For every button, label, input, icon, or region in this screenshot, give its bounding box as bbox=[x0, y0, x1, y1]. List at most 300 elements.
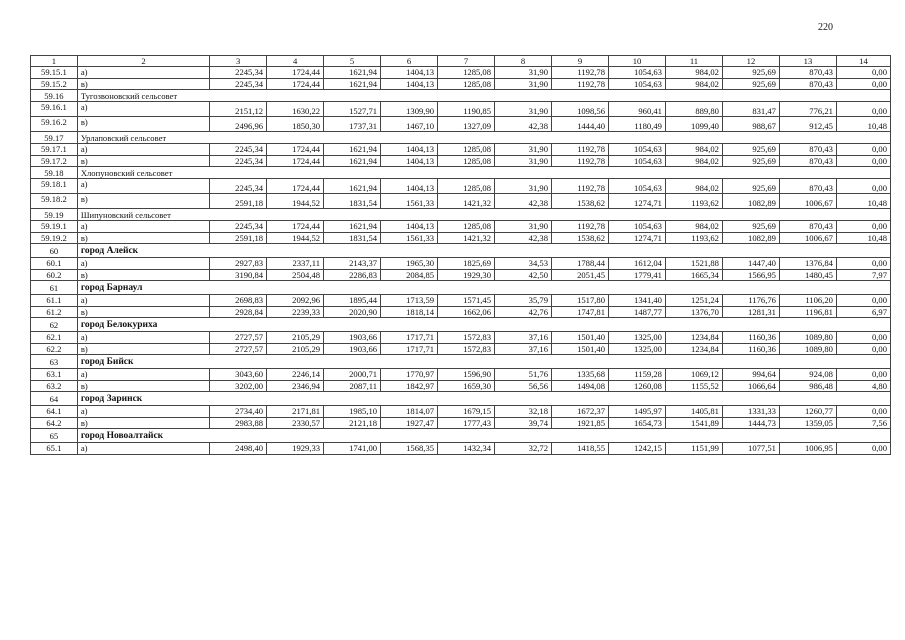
row-code: 65 bbox=[31, 429, 78, 443]
row-code: 59.15.1 bbox=[31, 67, 78, 79]
table-cell: 1155,52 bbox=[665, 380, 722, 392]
table-cell: 0,00 bbox=[836, 343, 890, 355]
table-cell: 2698,83 bbox=[210, 295, 267, 307]
column-number-header: 3 bbox=[210, 56, 267, 67]
table-cell: 1659,30 bbox=[438, 380, 495, 392]
table-cell: 1818,14 bbox=[381, 306, 438, 318]
table-cell: 31,90 bbox=[495, 144, 552, 156]
table-cell: 1099,40 bbox=[665, 117, 722, 132]
table-cell: 1621,94 bbox=[324, 78, 381, 90]
column-number-header: 5 bbox=[324, 56, 381, 67]
row-code: 59.16.2 bbox=[31, 117, 78, 132]
table-cell: 1309,90 bbox=[381, 102, 438, 117]
table-cell: 1665,34 bbox=[665, 269, 722, 281]
table-cell: 1495,97 bbox=[609, 406, 666, 418]
table-cell: 1538,62 bbox=[552, 194, 609, 209]
row-code: 59.19.1 bbox=[31, 221, 78, 233]
table-cell: 2727,57 bbox=[210, 343, 267, 355]
table-cell: 1487,77 bbox=[609, 306, 666, 318]
table-cell: 2121,18 bbox=[324, 417, 381, 429]
table-row bbox=[31, 443, 891, 455]
table-cell: 1404,13 bbox=[381, 144, 438, 156]
table-cell: 1082,89 bbox=[722, 194, 779, 209]
table-cell: 1501,40 bbox=[552, 332, 609, 344]
table-cell: 1190,85 bbox=[438, 102, 495, 117]
table-cell: 1192,78 bbox=[552, 67, 609, 79]
table-cell: 1788,44 bbox=[552, 258, 609, 270]
table-cell: 1341,40 bbox=[609, 295, 666, 307]
table-cell: 0,00 bbox=[836, 155, 890, 167]
table-cell: 1850,30 bbox=[267, 117, 324, 132]
table-cell: 2092,96 bbox=[267, 295, 324, 307]
table-cell: 1376,84 bbox=[779, 258, 836, 270]
table-cell: 2087,11 bbox=[324, 380, 381, 392]
table-cell: 0,00 bbox=[836, 221, 890, 233]
table-cell: 1421,32 bbox=[438, 194, 495, 209]
table-cell: 1621,94 bbox=[324, 179, 381, 194]
city-name: город Новоалтайск bbox=[77, 429, 890, 443]
table-cell: 1654,73 bbox=[609, 417, 666, 429]
table-cell: 984,02 bbox=[665, 221, 722, 233]
row-code: 62.2 bbox=[31, 343, 78, 355]
table-cell: 1285,08 bbox=[438, 78, 495, 90]
table-cell: 1538,62 bbox=[552, 232, 609, 244]
table-cell: 6,97 bbox=[836, 306, 890, 318]
table-cell: 1098,56 bbox=[552, 102, 609, 117]
row-subtype: в) bbox=[77, 417, 209, 429]
table-cell: 37,16 bbox=[495, 332, 552, 344]
column-number-header: 10 bbox=[609, 56, 666, 67]
row-code: 63.1 bbox=[31, 369, 78, 381]
table-cell: 31,90 bbox=[495, 102, 552, 117]
table-row bbox=[31, 194, 891, 209]
table-cell: 1054,63 bbox=[609, 155, 666, 167]
table-cell: 1737,31 bbox=[324, 117, 381, 132]
table-cell: 2245,34 bbox=[210, 67, 267, 79]
row-code: 59.18.2 bbox=[31, 194, 78, 209]
table-cell: 2983,88 bbox=[210, 417, 267, 429]
row-subtype: а) bbox=[77, 295, 209, 307]
city-heading-row bbox=[31, 355, 891, 369]
table-cell: 10,48 bbox=[836, 117, 890, 132]
table-cell: 56,56 bbox=[495, 380, 552, 392]
table-cell: 1831,54 bbox=[324, 194, 381, 209]
table-row bbox=[31, 269, 891, 281]
table-cell: 1180,49 bbox=[609, 117, 666, 132]
table-cell: 2927,83 bbox=[210, 258, 267, 270]
column-number-header: 7 bbox=[438, 56, 495, 67]
table-cell: 1724,44 bbox=[267, 221, 324, 233]
table-row bbox=[31, 102, 891, 117]
table-cell: 994,64 bbox=[722, 369, 779, 381]
section-heading-row bbox=[31, 132, 891, 144]
table-cell: 1717,71 bbox=[381, 332, 438, 344]
table-row bbox=[31, 295, 891, 307]
city-heading-row bbox=[31, 392, 891, 406]
row-subtype: в) bbox=[77, 306, 209, 318]
table-cell: 1724,44 bbox=[267, 179, 324, 194]
table-cell: 0,00 bbox=[836, 443, 890, 455]
table-cell: 1054,63 bbox=[609, 221, 666, 233]
row-code: 64.1 bbox=[31, 406, 78, 418]
table-cell: 2245,34 bbox=[210, 155, 267, 167]
table-cell: 1404,13 bbox=[381, 155, 438, 167]
table-cell: 1724,44 bbox=[267, 78, 324, 90]
table-cell: 1630,22 bbox=[267, 102, 324, 117]
city-name: город Заринск bbox=[77, 392, 890, 406]
table-cell: 1621,94 bbox=[324, 155, 381, 167]
settlement-name: Шипуновский сельсовет bbox=[77, 209, 890, 221]
table-cell: 1404,13 bbox=[381, 78, 438, 90]
table-cell: 2105,29 bbox=[267, 332, 324, 344]
table-cell: 1621,94 bbox=[324, 144, 381, 156]
city-name: город Бийск bbox=[77, 355, 890, 369]
row-code: 64.2 bbox=[31, 417, 78, 429]
table-cell: 7,56 bbox=[836, 417, 890, 429]
row-code: 61.2 bbox=[31, 306, 78, 318]
table-cell: 1260,08 bbox=[609, 380, 666, 392]
table-cell: 986,48 bbox=[779, 380, 836, 392]
table-cell: 1517,80 bbox=[552, 295, 609, 307]
table-cell: 1089,80 bbox=[779, 332, 836, 344]
table-cell: 10,48 bbox=[836, 232, 890, 244]
row-code: 65.1 bbox=[31, 443, 78, 455]
table-cell: 1006,67 bbox=[779, 232, 836, 244]
row-subtype: в) bbox=[77, 343, 209, 355]
row-code: 60 bbox=[31, 244, 78, 258]
table-cell: 0,00 bbox=[836, 369, 890, 381]
table-cell: 0,00 bbox=[836, 179, 890, 194]
table-cell: 1160,36 bbox=[722, 343, 779, 355]
table-cell: 1814,07 bbox=[381, 406, 438, 418]
table-cell: 776,21 bbox=[779, 102, 836, 117]
table-cell: 1404,13 bbox=[381, 221, 438, 233]
table-cell: 1151,99 bbox=[665, 443, 722, 455]
table-cell: 1006,67 bbox=[779, 194, 836, 209]
table-cell: 1054,63 bbox=[609, 67, 666, 79]
row-subtype: в) bbox=[77, 232, 209, 244]
table-cell: 1054,63 bbox=[609, 144, 666, 156]
table-cell: 2000,71 bbox=[324, 369, 381, 381]
table-cell: 1679,15 bbox=[438, 406, 495, 418]
table-cell: 0,00 bbox=[836, 258, 890, 270]
column-number-header: 8 bbox=[495, 56, 552, 67]
row-subtype: а) bbox=[77, 258, 209, 270]
table-cell: 31,90 bbox=[495, 155, 552, 167]
table-cell: 1192,78 bbox=[552, 179, 609, 194]
table-cell: 1082,89 bbox=[722, 232, 779, 244]
table-cell: 1566,95 bbox=[722, 269, 779, 281]
table-cell: 1621,94 bbox=[324, 221, 381, 233]
table-cell: 870,43 bbox=[779, 78, 836, 90]
row-subtype: а) bbox=[77, 67, 209, 79]
table-cell: 1831,54 bbox=[324, 232, 381, 244]
table-cell: 1418,55 bbox=[552, 443, 609, 455]
table-cell: 1376,70 bbox=[665, 306, 722, 318]
table-cell: 984,02 bbox=[665, 78, 722, 90]
table-cell: 1077,51 bbox=[722, 443, 779, 455]
table-cell: 1066,64 bbox=[722, 380, 779, 392]
table-cell: 1444,40 bbox=[552, 117, 609, 132]
column-number-header: 12 bbox=[722, 56, 779, 67]
table-row bbox=[31, 78, 891, 90]
settlement-name: Хлопуновский сельсовет bbox=[77, 167, 890, 179]
row-subtype: а) bbox=[77, 369, 209, 381]
table-cell: 1234,84 bbox=[665, 343, 722, 355]
section-heading-row bbox=[31, 209, 891, 221]
row-subtype: а) bbox=[77, 144, 209, 156]
table-cell: 2504,48 bbox=[267, 269, 324, 281]
table-cell: 1285,08 bbox=[438, 221, 495, 233]
table-cell: 1274,71 bbox=[609, 194, 666, 209]
table-cell: 1196,81 bbox=[779, 306, 836, 318]
table-cell: 7,97 bbox=[836, 269, 890, 281]
table-cell: 1612,04 bbox=[609, 258, 666, 270]
row-code: 62.1 bbox=[31, 332, 78, 344]
table-cell: 3043,60 bbox=[210, 369, 267, 381]
table-cell: 1467,10 bbox=[381, 117, 438, 132]
row-code: 59.16.1 bbox=[31, 102, 78, 117]
table-cell: 870,43 bbox=[779, 144, 836, 156]
table-cell: 925,69 bbox=[722, 78, 779, 90]
table-cell: 1327,09 bbox=[438, 117, 495, 132]
table-cell: 1405,81 bbox=[665, 406, 722, 418]
table-cell: 2245,34 bbox=[210, 179, 267, 194]
table-row bbox=[31, 232, 891, 244]
table-cell: 1192,78 bbox=[552, 144, 609, 156]
table-cell: 1480,45 bbox=[779, 269, 836, 281]
table-cell: 924,08 bbox=[779, 369, 836, 381]
table-cell: 51,76 bbox=[495, 369, 552, 381]
table-cell: 32,18 bbox=[495, 406, 552, 418]
table-cell: 2727,57 bbox=[210, 332, 267, 344]
column-number-header: 4 bbox=[267, 56, 324, 67]
table-cell: 1192,78 bbox=[552, 155, 609, 167]
table-cell: 2591,18 bbox=[210, 232, 267, 244]
table-cell: 925,69 bbox=[722, 221, 779, 233]
section-heading-row bbox=[31, 90, 891, 102]
table-row bbox=[31, 258, 891, 270]
table-cell: 925,69 bbox=[722, 155, 779, 167]
table-cell: 2496,96 bbox=[210, 117, 267, 132]
table-cell: 1527,71 bbox=[324, 102, 381, 117]
table-cell: 1054,63 bbox=[609, 78, 666, 90]
table-cell: 1251,24 bbox=[665, 295, 722, 307]
table-cell: 831,47 bbox=[722, 102, 779, 117]
table-cell: 1724,44 bbox=[267, 67, 324, 79]
row-code: 59.17.2 bbox=[31, 155, 78, 167]
table-cell: 1747,81 bbox=[552, 306, 609, 318]
table-cell: 1444,73 bbox=[722, 417, 779, 429]
table-cell: 1561,33 bbox=[381, 232, 438, 244]
table-cell: 2734,40 bbox=[210, 406, 267, 418]
city-name: город Алейск bbox=[77, 244, 890, 258]
table-cell: 1825,69 bbox=[438, 258, 495, 270]
row-subtype: а) bbox=[77, 179, 209, 194]
table-row bbox=[31, 332, 891, 344]
row-subtype: в) bbox=[77, 194, 209, 209]
table-cell: 1494,08 bbox=[552, 380, 609, 392]
column-number-header: 9 bbox=[552, 56, 609, 67]
table-cell: 1724,44 bbox=[267, 155, 324, 167]
table-cell: 32,72 bbox=[495, 443, 552, 455]
table-cell: 3202,00 bbox=[210, 380, 267, 392]
table-cell: 2239,33 bbox=[267, 306, 324, 318]
table-cell: 31,90 bbox=[495, 179, 552, 194]
table-cell: 1242,15 bbox=[609, 443, 666, 455]
table-cell: 1572,83 bbox=[438, 343, 495, 355]
tariff-table bbox=[30, 55, 891, 455]
table-cell: 1274,71 bbox=[609, 232, 666, 244]
table-cell: 2171,81 bbox=[267, 406, 324, 418]
table-cell: 1160,36 bbox=[722, 332, 779, 344]
city-name: город Барнаул bbox=[77, 281, 890, 295]
table-cell: 1929,33 bbox=[267, 443, 324, 455]
table-cell: 0,00 bbox=[836, 295, 890, 307]
table-cell: 1571,45 bbox=[438, 295, 495, 307]
table-cell: 2084,85 bbox=[381, 269, 438, 281]
table-cell: 1903,66 bbox=[324, 343, 381, 355]
settlement-name: Тугозвоновский сельсовет bbox=[77, 90, 890, 102]
row-code: 59.18 bbox=[31, 167, 78, 179]
table-cell: 1895,44 bbox=[324, 295, 381, 307]
table-cell: 42,50 bbox=[495, 269, 552, 281]
table-cell: 1770,97 bbox=[381, 369, 438, 381]
table-cell: 889,80 bbox=[665, 102, 722, 117]
table-cell: 1054,63 bbox=[609, 179, 666, 194]
table-cell: 1927,47 bbox=[381, 417, 438, 429]
table-cell: 984,02 bbox=[665, 155, 722, 167]
table-cell: 2246,14 bbox=[267, 369, 324, 381]
city-name: город Белокуриха bbox=[77, 318, 890, 332]
table-cell: 1335,68 bbox=[552, 369, 609, 381]
table-cell: 1069,12 bbox=[665, 369, 722, 381]
table-cell: 1176,76 bbox=[722, 295, 779, 307]
table-cell: 1285,08 bbox=[438, 179, 495, 194]
table-row bbox=[31, 144, 891, 156]
row-code: 60.1 bbox=[31, 258, 78, 270]
table-row bbox=[31, 67, 891, 79]
row-subtype: в) bbox=[77, 78, 209, 90]
row-subtype: в) bbox=[77, 269, 209, 281]
table-row bbox=[31, 221, 891, 233]
table-cell: 31,90 bbox=[495, 78, 552, 90]
table-cell: 1325,00 bbox=[609, 332, 666, 344]
table-cell: 984,02 bbox=[665, 179, 722, 194]
row-code: 59.15.2 bbox=[31, 78, 78, 90]
table-cell: 2245,34 bbox=[210, 144, 267, 156]
row-subtype: а) bbox=[77, 102, 209, 117]
table-cell: 1944,52 bbox=[267, 194, 324, 209]
table-row bbox=[31, 117, 891, 132]
table-cell: 2051,45 bbox=[552, 269, 609, 281]
column-number-header: 1 bbox=[31, 56, 78, 67]
table-cell: 42,38 bbox=[495, 232, 552, 244]
table-row bbox=[31, 155, 891, 167]
city-heading-row bbox=[31, 429, 891, 443]
table-cell: 42,38 bbox=[495, 117, 552, 132]
table-row bbox=[31, 417, 891, 429]
row-subtype: а) bbox=[77, 221, 209, 233]
row-code: 61.1 bbox=[31, 295, 78, 307]
table-cell: 1541,89 bbox=[665, 417, 722, 429]
table-cell: 1713,59 bbox=[381, 295, 438, 307]
table-cell: 1192,78 bbox=[552, 78, 609, 90]
table-cell: 31,90 bbox=[495, 221, 552, 233]
table-cell: 1929,30 bbox=[438, 269, 495, 281]
row-code: 59.16 bbox=[31, 90, 78, 102]
table-cell: 1447,40 bbox=[722, 258, 779, 270]
table-cell: 2151,12 bbox=[210, 102, 267, 117]
table-cell: 1596,90 bbox=[438, 369, 495, 381]
table-cell: 0,00 bbox=[836, 144, 890, 156]
table-cell: 1006,95 bbox=[779, 443, 836, 455]
row-code: 60.2 bbox=[31, 269, 78, 281]
table-cell: 1724,44 bbox=[267, 144, 324, 156]
table-cell: 925,69 bbox=[722, 179, 779, 194]
table-cell: 1331,33 bbox=[722, 406, 779, 418]
table-cell: 1903,66 bbox=[324, 332, 381, 344]
table-cell: 2020,90 bbox=[324, 306, 381, 318]
table-cell: 35,79 bbox=[495, 295, 552, 307]
table-cell: 0,00 bbox=[836, 332, 890, 344]
table-cell: 1521,88 bbox=[665, 258, 722, 270]
table-cell: 1159,28 bbox=[609, 369, 666, 381]
table-cell: 1572,83 bbox=[438, 332, 495, 344]
row-code: 59.17 bbox=[31, 132, 78, 144]
table-cell: 1281,31 bbox=[722, 306, 779, 318]
table-cell: 2105,29 bbox=[267, 343, 324, 355]
table-cell: 1421,32 bbox=[438, 232, 495, 244]
table-cell: 1285,08 bbox=[438, 144, 495, 156]
table-cell: 1777,43 bbox=[438, 417, 495, 429]
table-cell: 2245,34 bbox=[210, 221, 267, 233]
city-heading-row bbox=[31, 281, 891, 295]
table-cell: 1921,85 bbox=[552, 417, 609, 429]
table-cell: 1621,94 bbox=[324, 67, 381, 79]
table-cell: 2591,18 bbox=[210, 194, 267, 209]
table-cell: 925,69 bbox=[722, 67, 779, 79]
table-cell: 1662,06 bbox=[438, 306, 495, 318]
row-subtype: а) bbox=[77, 443, 209, 455]
table-cell: 0,00 bbox=[836, 406, 890, 418]
table-cell: 984,02 bbox=[665, 67, 722, 79]
table-row bbox=[31, 380, 891, 392]
table-cell: 1672,37 bbox=[552, 406, 609, 418]
table-cell: 1193,62 bbox=[665, 232, 722, 244]
column-number-header: 13 bbox=[779, 56, 836, 67]
row-code: 59.17.1 bbox=[31, 144, 78, 156]
row-subtype: а) bbox=[77, 332, 209, 344]
city-heading-row bbox=[31, 318, 891, 332]
table-cell: 1741,00 bbox=[324, 443, 381, 455]
table-cell: 1359,05 bbox=[779, 417, 836, 429]
row-code: 59.19 bbox=[31, 209, 78, 221]
table-cell: 1432,34 bbox=[438, 443, 495, 455]
table-cell: 960,41 bbox=[609, 102, 666, 117]
table-cell: 1193,62 bbox=[665, 194, 722, 209]
table-cell: 2245,34 bbox=[210, 78, 267, 90]
table-cell: 0,00 bbox=[836, 67, 890, 79]
table-row bbox=[31, 343, 891, 355]
row-subtype: в) bbox=[77, 117, 209, 132]
table-cell: 39,74 bbox=[495, 417, 552, 429]
row-code: 59.19.2 bbox=[31, 232, 78, 244]
table-cell: 1325,00 bbox=[609, 343, 666, 355]
table-cell: 870,43 bbox=[779, 155, 836, 167]
table-cell: 912,45 bbox=[779, 117, 836, 132]
table-row bbox=[31, 306, 891, 318]
